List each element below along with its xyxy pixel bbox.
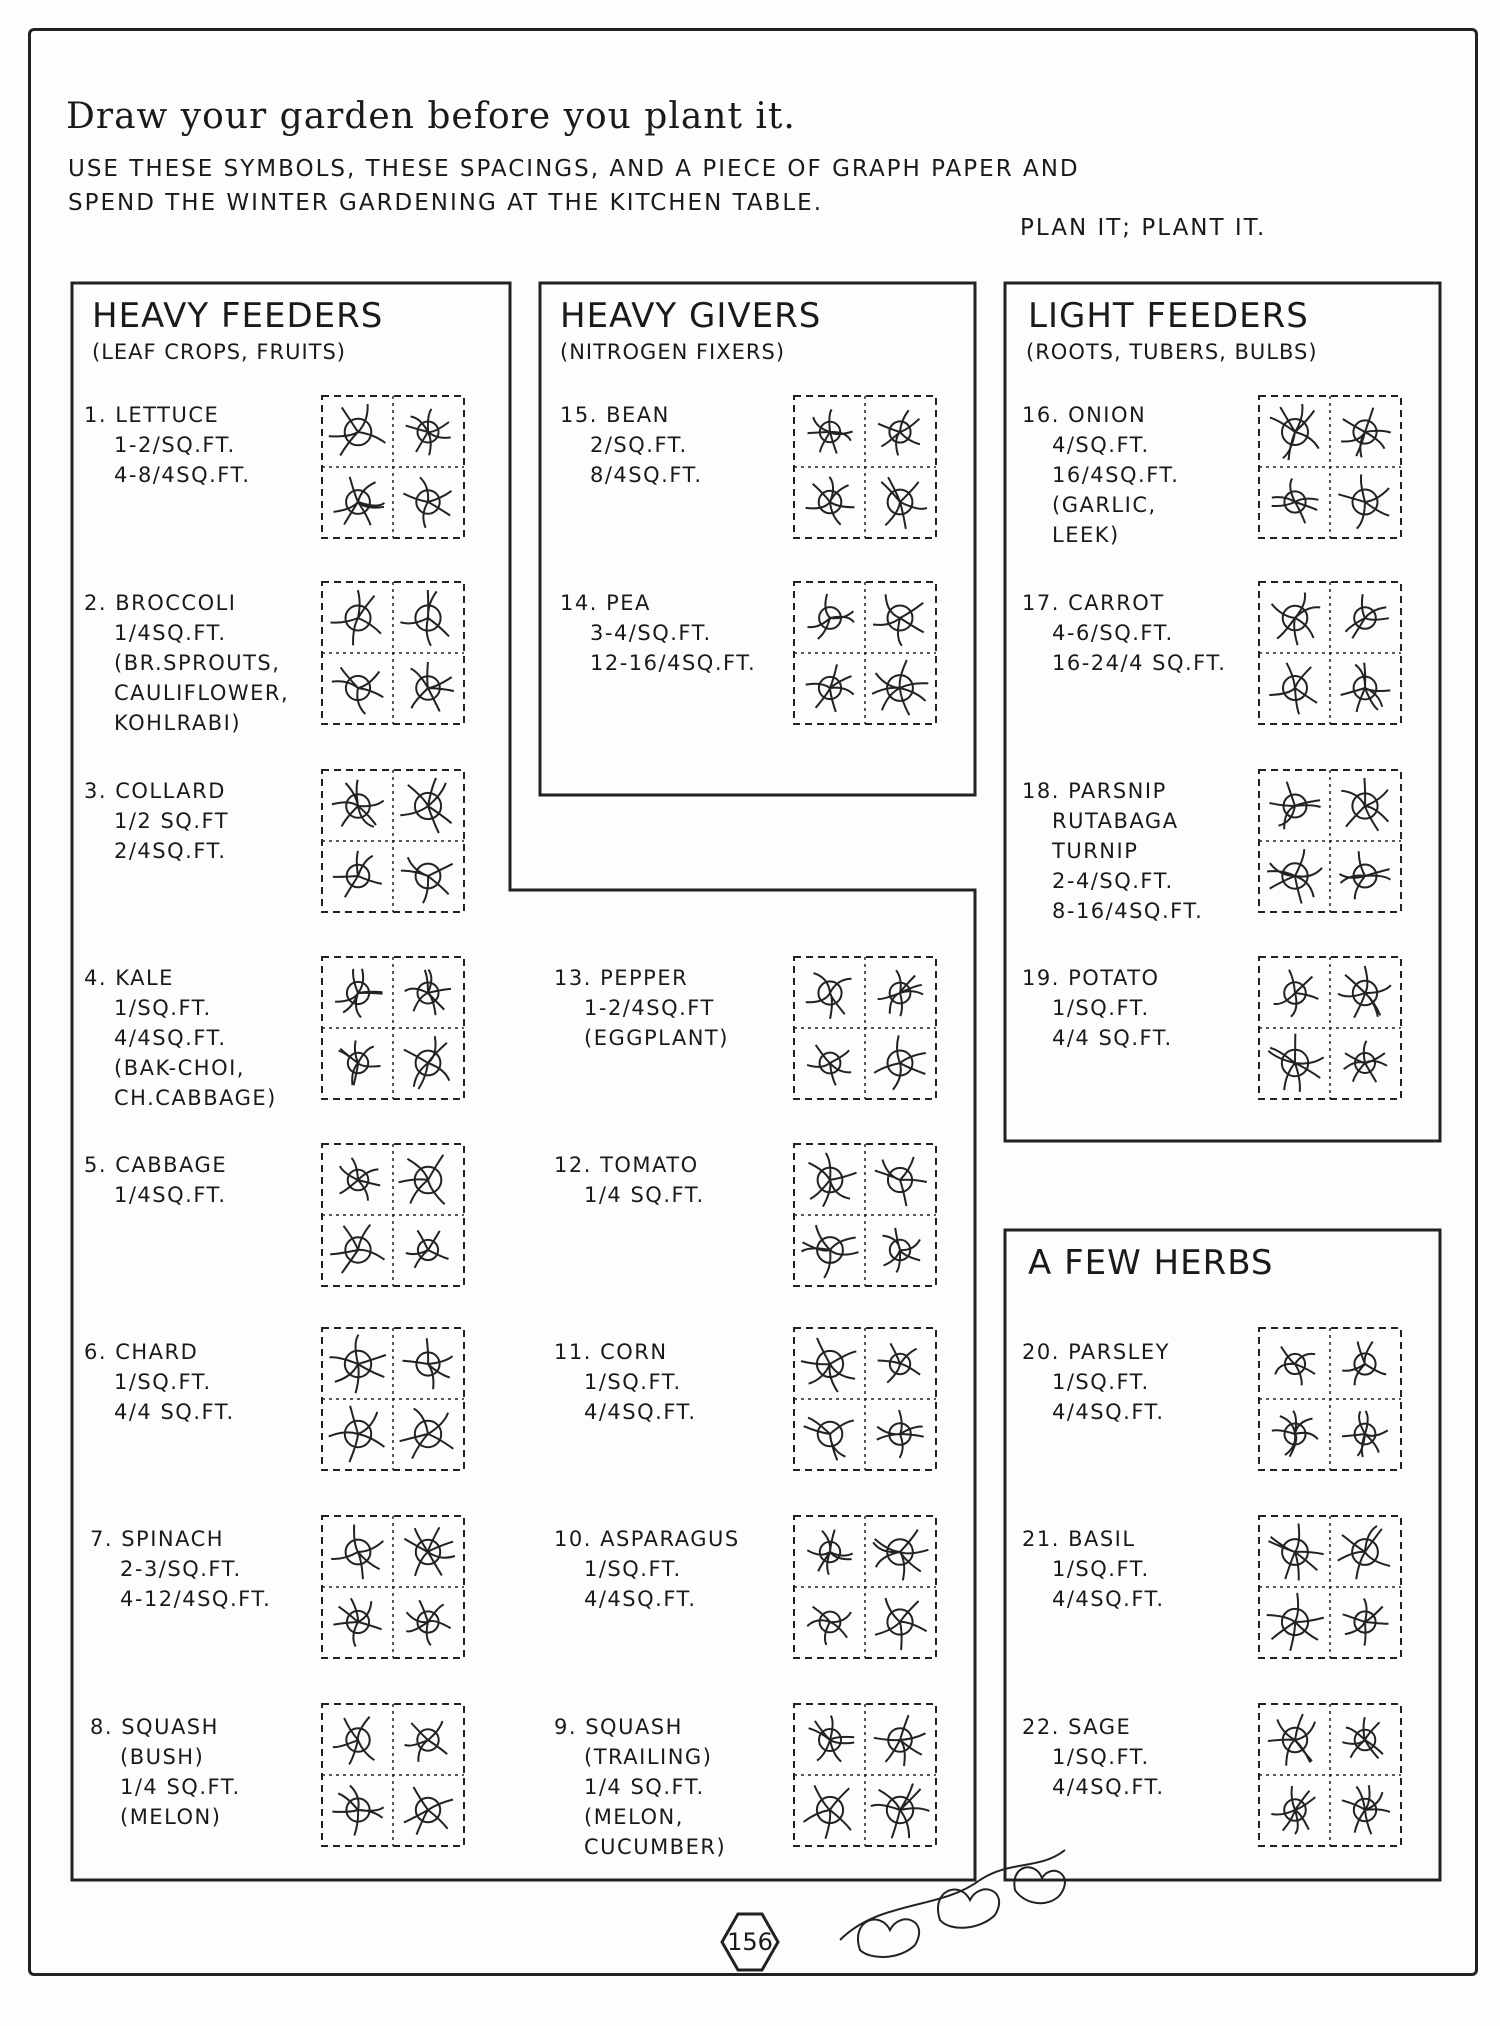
plant-spacing-line: 1/SQ.FT. xyxy=(114,996,212,1020)
plant-name: 4. KALE xyxy=(84,966,174,990)
plant-name: 12. TOMATO xyxy=(554,1153,699,1177)
plant-spacing-line: CH.CABBAGE) xyxy=(114,1086,277,1110)
lettuce-symbol-icon xyxy=(318,392,468,542)
plant-spacing-line: 16-24/4 SQ.FT. xyxy=(1052,651,1227,675)
plant-spacing-line: 1/4SQ.FT. xyxy=(114,621,227,645)
plant-spacing-line: CUCUMBER) xyxy=(584,1835,727,1859)
plant-entry xyxy=(1022,1524,1165,1614)
plant-name: 9. SQUASH xyxy=(554,1715,683,1739)
plant-name: 2. BROCCOLI xyxy=(84,591,237,615)
plant-spacing-line: 1/SQ.FT. xyxy=(114,1370,212,1394)
tagline: PLAN IT; PLANT IT. xyxy=(1020,215,1267,241)
collard-symbol-icon xyxy=(318,766,468,916)
plant-spacing-line: 4/4SQ.FT. xyxy=(584,1587,697,1611)
plant-entry xyxy=(84,963,277,1113)
plant-spacing-line: 1/SQ.FT. xyxy=(1052,1745,1150,1769)
plant-spacing-line: 4/4 SQ.FT. xyxy=(1052,1026,1173,1050)
plant-spacing-line: 2/SQ.FT. xyxy=(590,433,688,457)
bean-symbol-icon xyxy=(790,392,940,542)
plant-name: 7. SPINACH xyxy=(90,1527,225,1551)
plant-name: 5. CABBAGE xyxy=(84,1153,228,1177)
plant-name: 22. SAGE xyxy=(1022,1715,1132,1739)
plant-spacing-line: 4/4SQ.FT. xyxy=(584,1400,697,1424)
plant-spacing-line: 4/4SQ.FT. xyxy=(1052,1775,1165,1799)
plant-spacing-line: 4-12/4SQ.FT. xyxy=(120,1587,272,1611)
spinach-symbol-icon xyxy=(318,1512,468,1662)
plant-entry xyxy=(554,1524,740,1614)
light-feeders-subtitle: (ROOTS, TUBERS, BULBS) xyxy=(1026,340,1318,364)
plant-entry xyxy=(560,588,756,678)
plant-spacing-line: 1/4 SQ.FT. xyxy=(584,1775,705,1799)
herbs-title: A FEW HERBS xyxy=(1028,1243,1274,1283)
plant-spacing-line: (MELON, xyxy=(584,1805,684,1829)
plant-spacing-line: 2-4/SQ.FT. xyxy=(1052,869,1174,893)
vine-leaves-illustration xyxy=(820,1820,1080,1970)
plant-spacing-line: 4/4SQ.FT. xyxy=(1052,1400,1165,1424)
plant-entry xyxy=(560,400,703,490)
squash-bush-symbol-icon xyxy=(318,1700,468,1850)
plant-name: 1. LETTUCE xyxy=(84,403,220,427)
plant-entry xyxy=(554,1712,726,1862)
pea-symbol-icon xyxy=(790,578,940,728)
parsley-symbol-icon xyxy=(1255,1324,1405,1474)
plant-spacing-line: 8/4SQ.FT. xyxy=(590,463,703,487)
pepper-symbol-icon xyxy=(790,953,940,1103)
onion-symbol-icon xyxy=(1255,392,1405,542)
plant-entry xyxy=(84,400,251,490)
plant-entry xyxy=(1022,963,1173,1053)
plant-entry xyxy=(90,1524,271,1614)
heavy-givers-subtitle: (NITROGEN FIXERS) xyxy=(560,340,786,364)
plant-spacing-line: TURNIP xyxy=(1052,839,1139,863)
plant-entry xyxy=(1022,1712,1165,1802)
plant-spacing-line: 3-4/SQ.FT. xyxy=(590,621,712,645)
plant-entry xyxy=(84,588,289,738)
plant-spacing-line: (BUSH) xyxy=(120,1745,205,1769)
plant-spacing-line: (EGGPLANT) xyxy=(584,1026,729,1050)
plant-spacing-line: KOHLRABI) xyxy=(114,711,242,735)
plant-spacing-line: 1/SQ.FT. xyxy=(584,1370,682,1394)
plant-spacing-line: (MELON) xyxy=(120,1805,222,1829)
plant-spacing-line: 2-3/SQ.FT. xyxy=(120,1557,242,1581)
plant-entry xyxy=(1022,776,1203,926)
carrot-symbol-icon xyxy=(1255,578,1405,728)
plant-spacing-line: 2/4SQ.FT. xyxy=(114,839,227,863)
plant-spacing-line: 4/4SQ.FT. xyxy=(1052,1587,1165,1611)
plant-spacing-line: 4/4SQ.FT. xyxy=(114,1026,227,1050)
light-feeders-title: LIGHT FEEDERS xyxy=(1028,296,1309,336)
plant-name: 3. COLLARD xyxy=(84,779,226,803)
plant-name: 21. BASIL xyxy=(1022,1527,1136,1551)
plant-spacing-line: 1-2/4SQ.FT xyxy=(584,996,715,1020)
plant-spacing-line: 1/SQ.FT. xyxy=(1052,1557,1150,1581)
plant-entry xyxy=(84,776,229,866)
plant-name: 20. PARSLEY xyxy=(1022,1340,1170,1364)
plant-entry xyxy=(90,1712,241,1832)
plant-name: 11. CORN xyxy=(554,1340,668,1364)
plant-spacing-line: (GARLIC, xyxy=(1052,493,1157,517)
plant-spacing-line: (BAK-CHOI, xyxy=(114,1056,245,1080)
heavy-givers-title: HEAVY GIVERS xyxy=(560,296,822,336)
chard-symbol-icon xyxy=(318,1324,468,1474)
potato-symbol-icon xyxy=(1255,953,1405,1103)
plant-spacing-line: (BR.SPROUTS, xyxy=(114,651,281,675)
plant-spacing-line: 1/4SQ.FT. xyxy=(114,1183,227,1207)
corn-symbol-icon xyxy=(790,1324,940,1474)
plant-entry xyxy=(84,1150,227,1210)
cabbage-symbol-icon xyxy=(318,1140,468,1290)
plant-entry xyxy=(84,1337,235,1427)
plant-name: 6. CHARD xyxy=(84,1340,199,1364)
plant-spacing-line: 16/4SQ.FT. xyxy=(1052,463,1180,487)
intro-line-2: SPEND THE WINTER GARDENING AT THE KITCHEN TABLE. xyxy=(68,190,824,216)
plant-name: 16. ONION xyxy=(1022,403,1147,427)
plant-name: 18. PARSNIP xyxy=(1022,779,1167,803)
plant-spacing-line: CAULIFLOWER, xyxy=(114,681,290,705)
page-number-badge xyxy=(718,1910,782,1974)
plant-spacing-line: 4/SQ.FT. xyxy=(1052,433,1150,457)
plant-spacing-line: 1-2/SQ.FT. xyxy=(114,433,236,457)
plant-spacing-line: LEEK) xyxy=(1052,523,1120,547)
plant-name: 15. BEAN xyxy=(560,403,670,427)
basil-symbol-icon xyxy=(1255,1512,1405,1662)
kale-symbol-icon xyxy=(318,953,468,1103)
plant-name: 14. PEA xyxy=(560,591,651,615)
plant-spacing-line: 1/2 SQ.FT xyxy=(114,809,230,833)
plant-entry xyxy=(1022,588,1226,678)
plant-name: 17. CARROT xyxy=(1022,591,1165,615)
plant-spacing-line: 4/4 SQ.FT. xyxy=(114,1400,235,1424)
sage-symbol-icon xyxy=(1255,1700,1405,1850)
plant-spacing-line: 4-6/SQ.FT. xyxy=(1052,621,1174,645)
plant-spacing-line: 8-16/4SQ.FT. xyxy=(1052,899,1204,923)
heavy-feeders-title: HEAVY FEEDERS xyxy=(92,296,384,336)
intro-line-1: USE THESE SYMBOLS, THESE SPACINGS, AND A PIECE OF GRAPH PAPER AND xyxy=(68,156,1080,182)
broccoli-symbol-icon xyxy=(318,578,468,728)
parsnip-symbol-icon xyxy=(1255,766,1405,916)
plant-spacing-line: 12-16/4SQ.FT. xyxy=(590,651,757,675)
plant-entry xyxy=(554,1150,705,1210)
heavy-feeders-subtitle: (LEAF CROPS, FRUITS) xyxy=(92,340,346,364)
plant-name: 13. PEPPER xyxy=(554,966,689,990)
tomato-symbol-icon xyxy=(790,1140,940,1290)
plant-entry xyxy=(1022,1337,1170,1427)
plant-entry xyxy=(554,1337,697,1427)
page-number: 156 xyxy=(727,1928,773,1956)
plant-spacing-line: 4-8/4SQ.FT. xyxy=(114,463,251,487)
plant-spacing-line: 1/4 SQ.FT. xyxy=(120,1775,241,1799)
plant-spacing-line: (TRAILING) xyxy=(584,1745,713,1769)
page-title: Draw your garden before you plant it. xyxy=(66,96,796,137)
plant-entry xyxy=(1022,400,1179,550)
plant-spacing-line: 1/SQ.FT. xyxy=(1052,1370,1150,1394)
plant-spacing-line: 1/SQ.FT. xyxy=(1052,996,1150,1020)
plant-entry xyxy=(554,963,729,1053)
plant-spacing-line: RUTABAGA xyxy=(1052,809,1179,833)
asparagus-symbol-icon xyxy=(790,1512,940,1662)
plant-spacing-line: 1/SQ.FT. xyxy=(584,1557,682,1581)
plant-name: 10. ASPARAGUS xyxy=(554,1527,740,1551)
plant-name: 8. SQUASH xyxy=(90,1715,219,1739)
plant-name: 19. POTATO xyxy=(1022,966,1160,990)
plant-spacing-line: 1/4 SQ.FT. xyxy=(584,1183,705,1207)
